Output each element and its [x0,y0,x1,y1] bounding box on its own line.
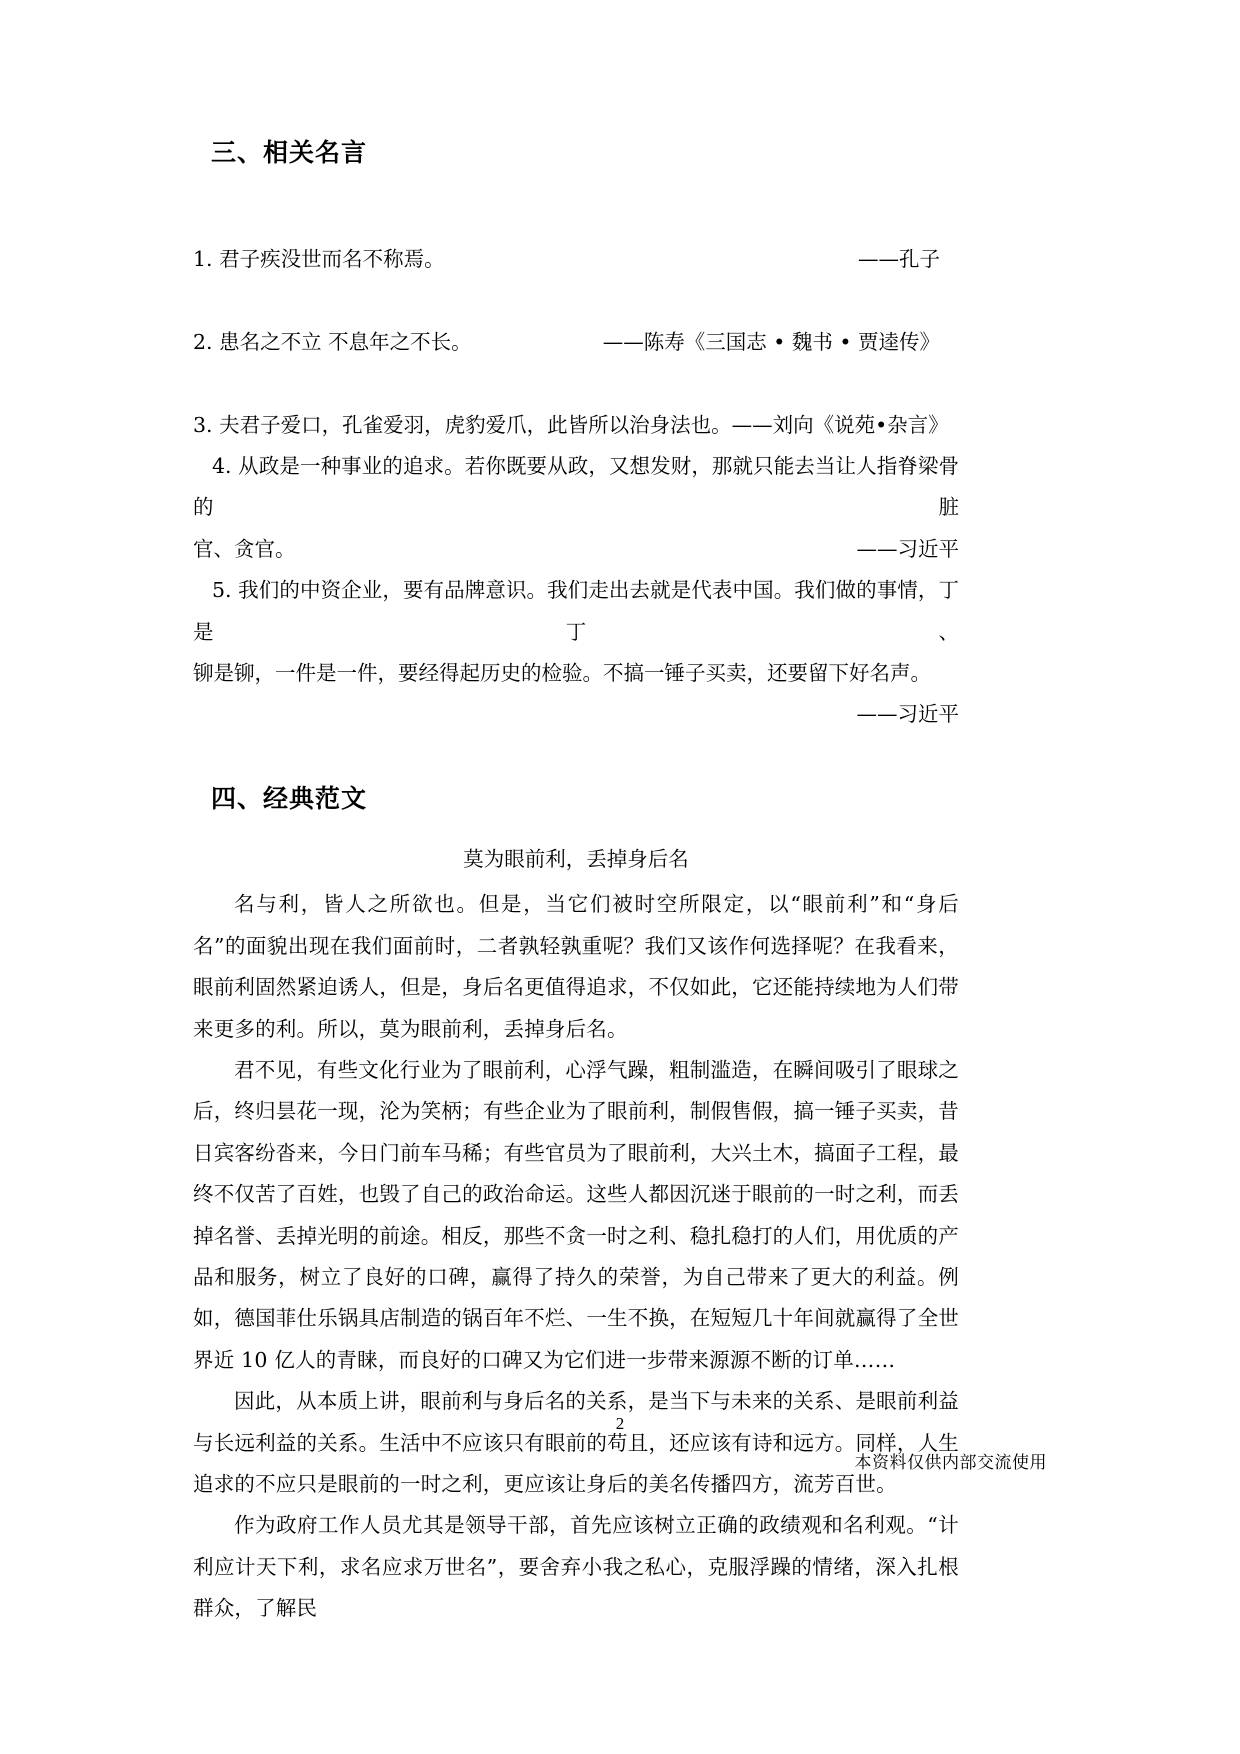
quote-text-4b: 官、贪官。 [193,536,296,561]
quote-source-3: ——刘向《说苑•杂言》 [731,412,949,437]
quote-source-5: ——习近平 [856,702,959,727]
essay-paragraph-2: 君不见，有些文化行业为了眼前利，心浮气躁，粗制滥造，在瞬间吸引了眼球之后，终归昙花一现，沦为笑柄；有些企业为了眼前利，制假售假，搞一锤子买卖，昔日宾客纷沓来，今日门前车马稀；有些官员为了眼前利，大兴土木，搞面子工程，最终不仅苦了百姓，也毁了自己的政治命运。这些人都因沉迷于眼前的一时之利，而丢掉名誉、丢掉光明的前途。相反，那些不贪一时之利、稳扎稳打的人们，用优质的产品和服务，树立了良好的口碑，赢得了持久的荣誉，为自己带来了更大的利益。例如，德国菲仕乐锅具店制造的锅百年不烂、一生不换，在短短几十年间就赢得了全世界近 10 亿人的青睐，而良好的口碑又为它们进一步带来源源不断的订单…… [193,1057,959,1372]
footer-note: 本资料仅供内部交流使用 [854,1453,1047,1473]
quote-source-4: ——习近平 [856,536,959,561]
quote-text-4a: 4. 从政是一种事业的追求。若你既要从政，又想发财，那就只能去当让人指脊梁骨的脏 [193,453,959,520]
section-heading-quotes: 三、相关名言 [211,138,368,167]
page-content [193,120,959,1630]
essay-paragraph-1: 名与利，皆人之所欲也。但是，当它们被时空所限定，以“眼前利”和“身后名”的面貌出现在我们面前时，二者孰轻孰重呢？我们又该作何选择呢？在我看来，眼前利固然紧迫诱人，但是，身后名更值得追求，不仅如此，它还能持续地为人们带来更多的利。所以，莫为眼前利，丢掉身后名。 [193,892,959,1041]
quote-text-5-line1 [193,570,959,653]
quote-item-2 [193,280,959,363]
quote-list [193,198,959,736]
essay-title: 莫为眼前利，丢掉身后名 [463,847,689,872]
essay-paragraph-4: 作为政府工作人员尤其是领导干部，首先应该树立正确的政绩观和名利观。“计利应计天下利，求名应求万世名”，要舍弃小我之私心，克服浮躁的情绪，深入扎根群众，了解民 [193,1513,959,1621]
page-number: 2 [615,1414,625,1433]
quote-item-5 [193,570,959,736]
quote-text-3: 3. 夫君子爱口，孔雀爱羽，虎豹爱爪，此皆所以治身法也。 [193,412,732,437]
quote-text-4-line1 [193,446,959,529]
quote-source-1: ——孔子 [858,246,940,271]
quote-item-3 [193,363,959,446]
quote-text-2: 2. 患名之不立 不息年之不长。 [193,329,472,354]
quote-item-1 [193,198,959,281]
quote-source-2: ——陈寿《三国志 • 魏书 • 贾逵传》 [602,329,940,354]
essay-paragraph-3: 因此，从本质上讲，眼前利与身后名的关系，是当下与未来的关系、是眼前利益与长远利益的关系。生活中不应该只有眼前的苟且，还应该有诗和远方。同样，人生追求的不应只是眼前的一时之利，更应该让身后的美名传播四方，流芳百世。 [193,1389,959,1496]
section-heading-essay: 四、经典范文 [211,783,368,813]
quote-text-5a: 5. 我们的中资企业，要有品牌意识。我们走出去就是代表中国。我们做的事情，丁是丁、 [193,578,959,644]
quote-item-4 [193,446,959,570]
quote-text-1: 1. 君子疾没世而名不称焉。 [193,246,445,271]
quote-text-5-line2: 铆是铆，一件是一件，要经得起历史的检验。不搞一锤子买卖，还要留下好名声。 [193,660,931,685]
